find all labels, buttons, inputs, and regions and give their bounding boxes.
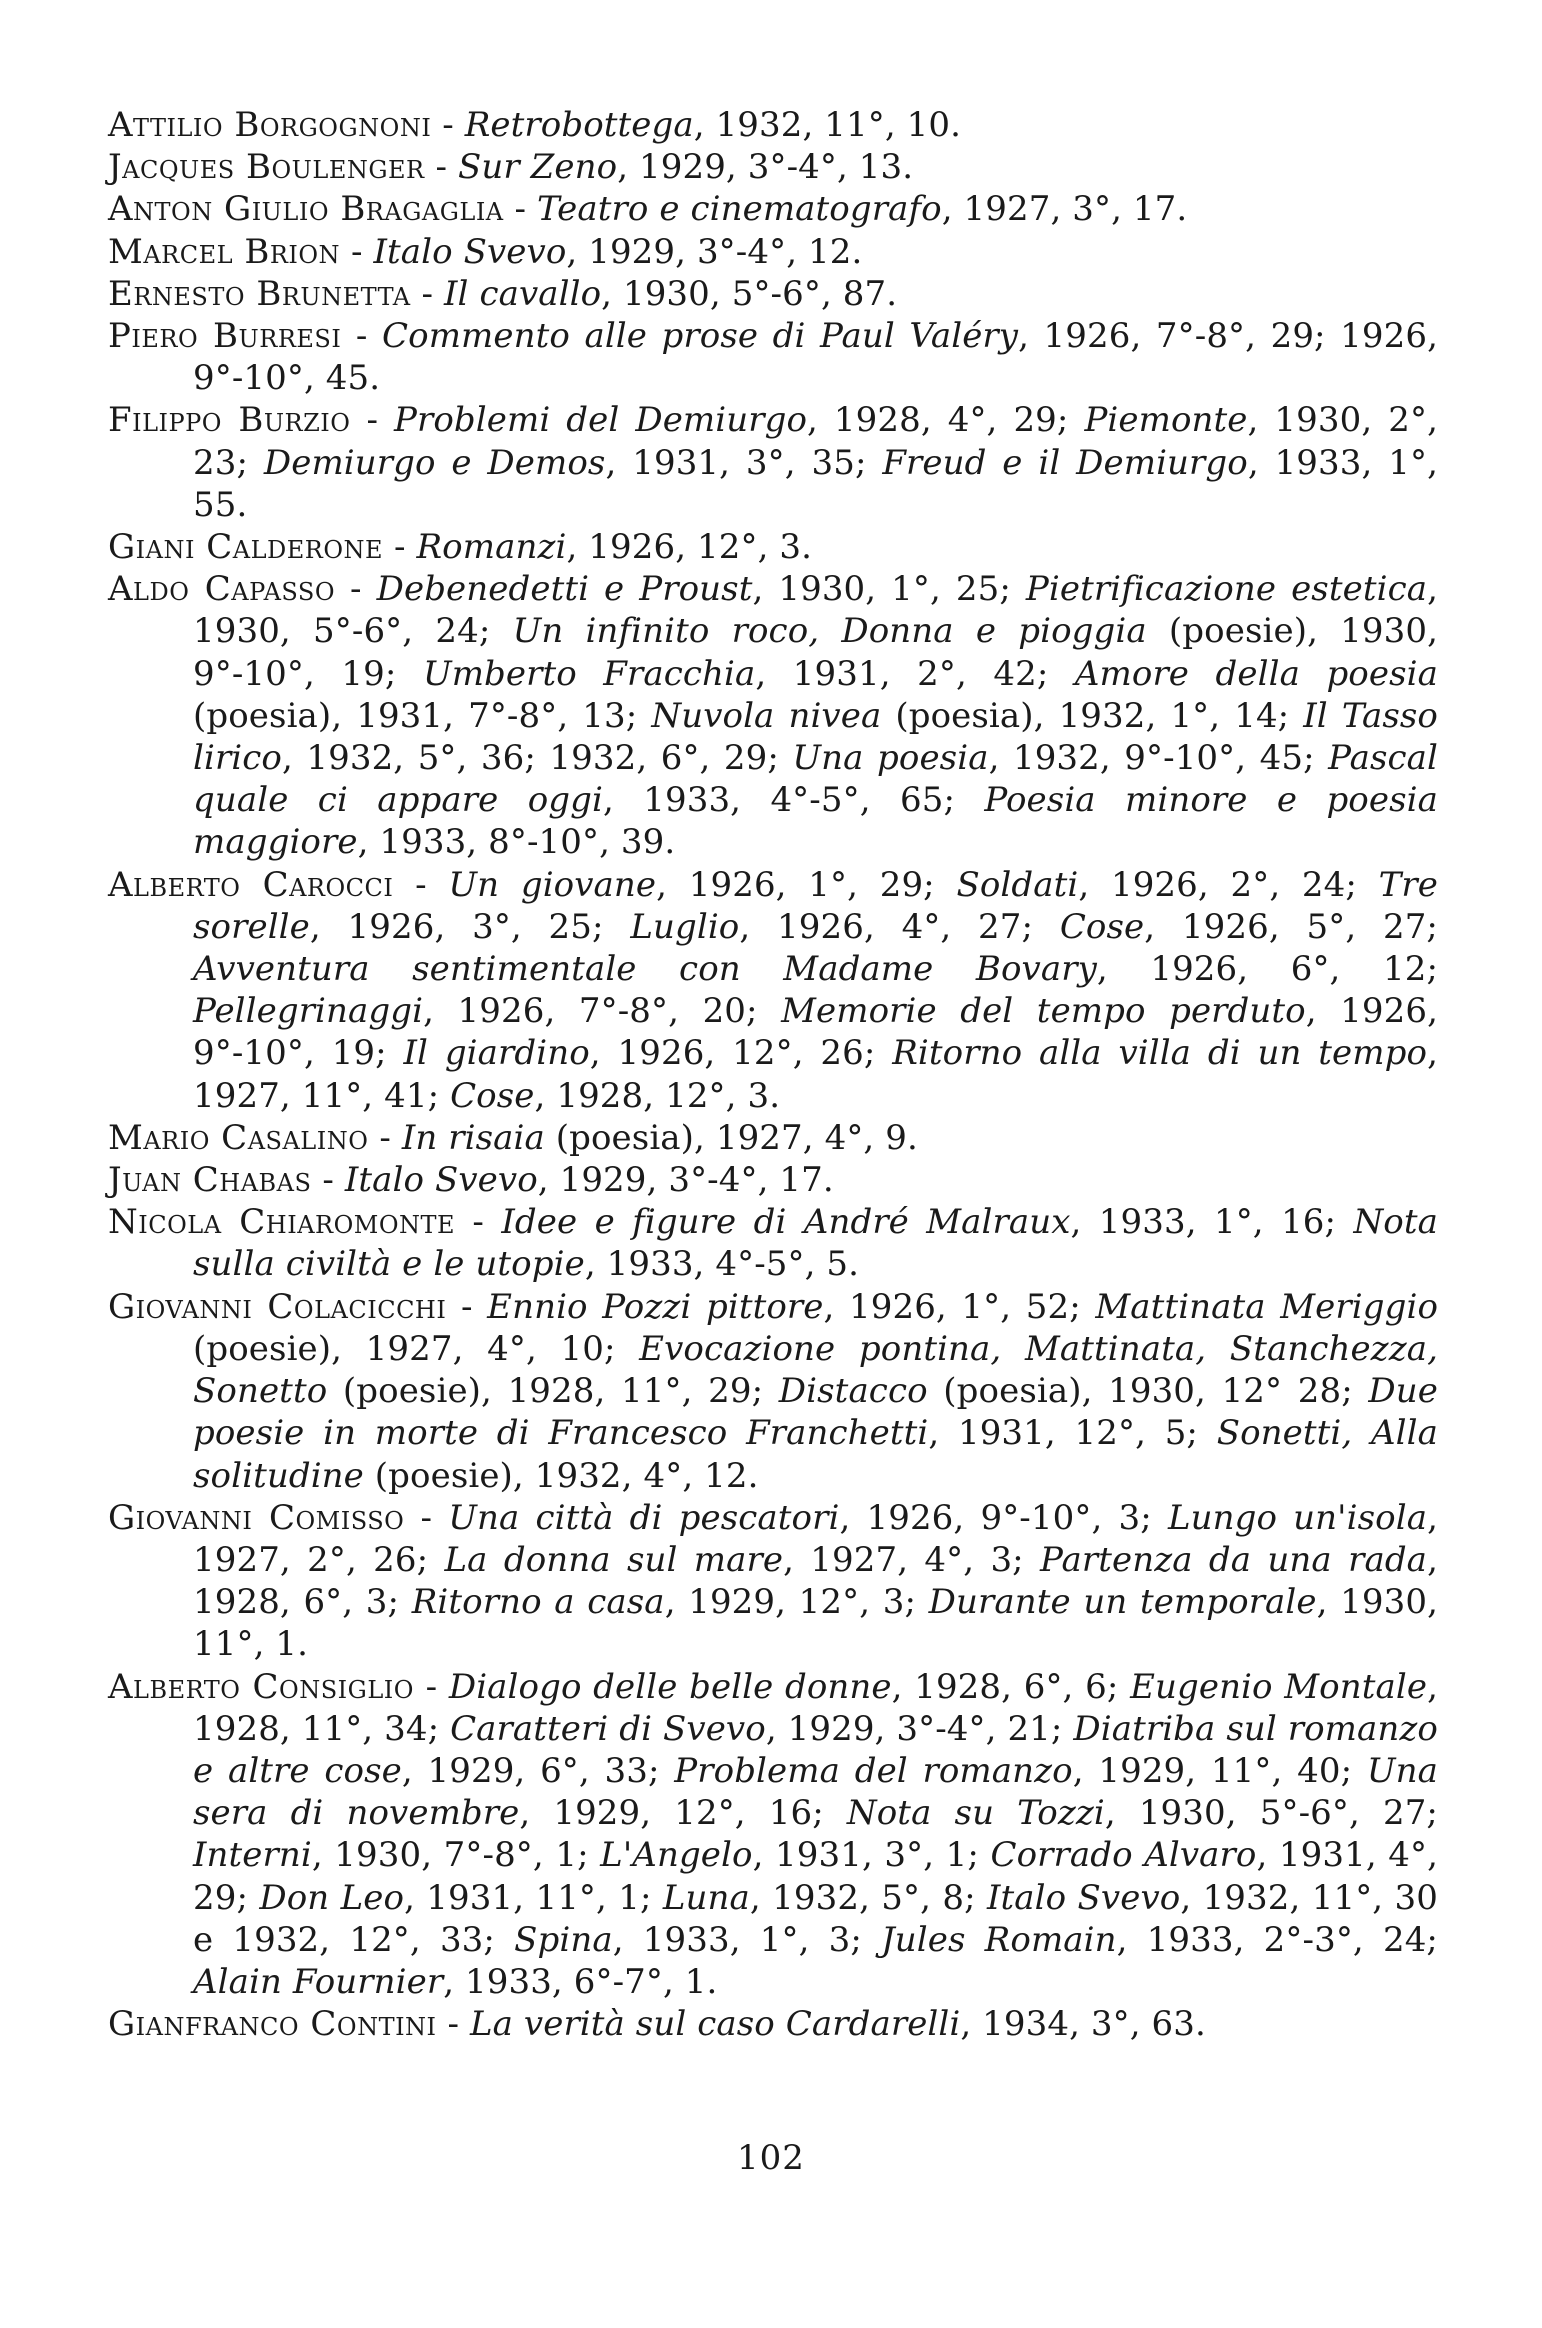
work-citation: , 1933, 4°-5°, 65; bbox=[602, 780, 985, 821]
work-citation: , 1934, 3°, 63. bbox=[960, 2004, 1206, 2045]
work-title: Un giovane bbox=[448, 864, 657, 905]
work-title: Don Leo bbox=[259, 1877, 405, 1918]
work-citation: , 1931, 3°, 1; bbox=[752, 1835, 991, 1876]
entry-separator: - bbox=[413, 1666, 449, 1707]
work-title: Dialogo delle belle donne bbox=[448, 1666, 892, 1707]
work-title: Italo Svevo bbox=[344, 1160, 538, 1201]
work-title: Ritorno alla villa di un tempo bbox=[892, 1033, 1428, 1074]
work-title: Il cavallo bbox=[444, 273, 602, 314]
work-citation: , 1930, 7°-8°, 1; bbox=[311, 1835, 601, 1876]
entry-works bbox=[193, 569, 1438, 862]
entry-works bbox=[373, 232, 862, 272]
work-title: Luglio bbox=[630, 906, 740, 947]
work-title: Una città di pescatori bbox=[448, 1497, 840, 1538]
work-title: Memorie del tempo perduto bbox=[781, 991, 1306, 1032]
work-title: Partenza da una rada bbox=[1040, 1539, 1428, 1580]
work-title: In risaia bbox=[401, 1117, 545, 1158]
work-title: Pellegrinaggi bbox=[193, 991, 424, 1032]
work-citation: , 1926, 1°, 29; bbox=[656, 864, 957, 905]
entry-author: Marcel Brion bbox=[108, 231, 341, 272]
entry-works bbox=[458, 147, 913, 187]
work-citation: , 1932, 5°, 8; bbox=[749, 1877, 987, 1918]
work-citation: , 1928, 12°, 3. bbox=[534, 1075, 781, 1116]
work-title: Commento alle prose di Paul Valéry bbox=[382, 316, 1019, 357]
work-title: Ennio Pozzi pittore bbox=[487, 1286, 824, 1327]
work-title: Evocazione pontina, Mattinata, Stanchezza, Sonetto bbox=[193, 1328, 1438, 1412]
bibliography-entry bbox=[108, 1159, 1438, 1201]
work-title: Una sera di novembre bbox=[193, 1750, 1439, 1834]
work-title: Due poesie in morte di Francesco Franchetti bbox=[193, 1371, 1439, 1454]
entry-author: Attilio Borgognoni bbox=[108, 105, 432, 145]
work-title: Pascal quale ci appare oggi bbox=[193, 738, 1438, 821]
work-title: Demiurgo e Demos bbox=[263, 442, 606, 483]
work-title: L'Angelo bbox=[600, 1835, 753, 1876]
work-title: Lungo un'isola bbox=[1167, 1497, 1428, 1538]
work-title: Soldati bbox=[956, 864, 1079, 905]
work-citation: , 1929, 3°-4°, 12. bbox=[566, 231, 863, 272]
work-citation: , 1932, 9°-10°, 45; bbox=[988, 738, 1329, 779]
work-title: Durante un temporale bbox=[928, 1582, 1317, 1623]
work-citation: , 1927, 3°, 17. bbox=[941, 189, 1188, 230]
work-title: La donna sul mare bbox=[444, 1539, 784, 1580]
work-title: Italo Svevo bbox=[373, 231, 567, 272]
entry-separator: - bbox=[350, 400, 395, 441]
work-citation: , 1926, 9°-10°, 19; bbox=[193, 991, 1438, 1074]
work-title: Cose bbox=[450, 1075, 535, 1116]
work-citation: , 1926, 6°, 12; bbox=[1096, 949, 1438, 990]
work-title: Problema del romanzo bbox=[674, 1750, 1073, 1791]
work-citation: , 1932, 5°, 36; 1932, 6°, 29; bbox=[282, 738, 793, 779]
bibliography-entry bbox=[108, 273, 1438, 315]
bibliography-entry bbox=[108, 1497, 1438, 1666]
work-title: Interni bbox=[193, 1835, 312, 1876]
entry-separator: - bbox=[455, 1202, 502, 1243]
work-citation: , 1933, 6°-7°, 1. bbox=[443, 1961, 718, 2002]
bibliography-entry bbox=[108, 1666, 1438, 2004]
entry-works bbox=[537, 189, 1187, 229]
work-citation: , 1931, 12°, 5; bbox=[928, 1413, 1217, 1454]
entry-author: Giani Calderone bbox=[108, 527, 384, 568]
work-title: Un infinito roco, Donna e pioggia bbox=[512, 611, 1147, 652]
work-citation: , 1926, 12°, 3. bbox=[566, 527, 813, 568]
entry-author: Alberto Consiglio bbox=[108, 1666, 414, 1707]
entry-author: Nicola Chiaromonte bbox=[108, 1202, 456, 1243]
work-title: Il Tasso lirico bbox=[193, 695, 1438, 779]
entry-separator: - bbox=[436, 2004, 470, 2045]
work-citation: , 1929, 12°, 16; bbox=[519, 1793, 847, 1834]
work-citation: , 1926, 3°, 25; bbox=[309, 906, 631, 947]
entry-author: Giovanni Colacicchi bbox=[108, 1286, 447, 1327]
work-title: Corrado Alvaro bbox=[990, 1835, 1257, 1876]
entry-works bbox=[345, 1160, 834, 1200]
entry-separator: - bbox=[410, 273, 445, 314]
bibliography-entry bbox=[108, 146, 1438, 188]
page-number: 102 bbox=[737, 2138, 805, 2178]
work-title: Caratteri di Svevo bbox=[450, 1708, 766, 1749]
work-title: Amore della poesia bbox=[1074, 653, 1438, 694]
entry-separator: - bbox=[311, 1160, 345, 1201]
work-title: Teatro e cinematografo bbox=[537, 189, 942, 230]
work-citation: , 1926, 1°, 52; bbox=[823, 1286, 1096, 1327]
work-citation: , 1931, 4°, 29; bbox=[193, 1835, 1438, 1918]
work-title: Debenedetti e Proust bbox=[376, 569, 753, 610]
work-title: Nota sulla civiltà e le utopie bbox=[193, 1202, 1439, 1285]
bibliography-entry bbox=[108, 315, 1438, 399]
work-citation: , 1931, 2°, 42; bbox=[755, 653, 1075, 694]
work-citation: , 1930, 2°, 23; bbox=[193, 400, 1438, 483]
entry-separator: - bbox=[393, 864, 449, 905]
work-title: Avventura sentimentale con Madame Bovary bbox=[193, 949, 1097, 990]
work-title: Pietrificazione estetica bbox=[1025, 569, 1428, 610]
work-title: Umberto Fracchia bbox=[422, 653, 756, 694]
entry-works bbox=[444, 274, 897, 314]
entry-author: Alberto Carocci bbox=[108, 864, 394, 905]
entry-works bbox=[402, 1118, 918, 1158]
bibliography-entry bbox=[108, 1201, 1438, 1285]
entry-works bbox=[470, 2004, 1206, 2044]
work-citation: , 1933, 2°-3°, 24; bbox=[1116, 1919, 1438, 1960]
work-citation: , 1928, 4°, 29; bbox=[807, 400, 1085, 441]
work-citation: , 1933, 1°, 3; bbox=[612, 1919, 882, 1960]
work-citation: , 1929, 11°, 40; bbox=[1072, 1750, 1367, 1791]
entry-author: Anton Giulio Bragaglia bbox=[108, 189, 504, 230]
work-title: Diatriba sul romanzo e altre cose bbox=[193, 1708, 1438, 1791]
work-citation: , 1933, 4°-5°, 5. bbox=[584, 1244, 860, 1285]
work-citation: (poesia), 1930, 12° 28; bbox=[927, 1371, 1369, 1412]
entry-author: Giovanni Comisso bbox=[108, 1497, 405, 1538]
work-citation: , 1926, 4°, 27; bbox=[739, 906, 1060, 947]
work-title: Italo Svevo bbox=[987, 1877, 1181, 1918]
entry-separator: - bbox=[368, 1117, 402, 1158]
work-citation: , 1929, 12°, 3; bbox=[664, 1582, 929, 1623]
work-citation: , 1926, 12°, 26; bbox=[589, 1033, 893, 1074]
work-title: Romanzi bbox=[416, 527, 567, 568]
work-citation: (poesie), 1928, 11°, 29; bbox=[327, 1371, 779, 1412]
work-citation: , 1933, 1°, 55. bbox=[193, 442, 1438, 525]
work-citation: , 1928, 6°, 6; bbox=[891, 1666, 1131, 1707]
bibliography-entry bbox=[108, 568, 1438, 863]
entry-separator: - bbox=[424, 147, 459, 188]
work-title: Una poesia bbox=[792, 738, 989, 779]
work-citation: , 1926, 7°-8°, 29; 1926, 9°-10°, 45. bbox=[193, 316, 1438, 399]
work-title: Spina bbox=[514, 1919, 613, 1960]
work-citation: , 1929, 3°-4°, 13. bbox=[617, 147, 914, 188]
work-citation: , 1929, 3°-4°, 17. bbox=[537, 1160, 834, 1201]
work-citation: , 1926, 2°, 24; bbox=[1078, 864, 1379, 905]
work-citation: , 1926, 7°-8°, 20; bbox=[423, 991, 782, 1032]
work-title: Mattinata Meriggio bbox=[1095, 1286, 1439, 1327]
work-title: Tre sorelle bbox=[193, 864, 1439, 947]
work-citation: , 1927, 2°, 26; bbox=[193, 1497, 1438, 1580]
entry-separator: - bbox=[431, 105, 465, 145]
work-title: Distacco bbox=[778, 1371, 928, 1412]
bibliography-entry bbox=[108, 526, 1438, 568]
work-citation: , 1928, 6°, 3; bbox=[193, 1539, 1438, 1623]
bibliography-entry bbox=[108, 188, 1438, 230]
bibliography-entry bbox=[108, 2003, 1438, 2045]
work-title: Alain Fournier bbox=[193, 1961, 444, 2002]
work-citation: (poesie), 1930, 9°-10°, 19; bbox=[193, 611, 1438, 694]
work-title: Problemi del Demiurgo bbox=[394, 400, 808, 441]
work-citation: (poesie), 1932, 4°, 12. bbox=[363, 1455, 759, 1496]
work-citation: , 1930, 1°, 25; bbox=[752, 569, 1026, 610]
author-index-list bbox=[108, 104, 1438, 2045]
entry-author: Mario Casalino bbox=[108, 1117, 369, 1158]
entry-separator: - bbox=[341, 316, 383, 357]
work-citation: , 1926, 5°, 27; bbox=[1144, 906, 1438, 947]
work-title: Jules Romain bbox=[881, 1919, 1117, 1960]
entry-author: Piero Burresi bbox=[108, 316, 342, 357]
work-citation: (poesia), 1931, 7°-8°, 13; bbox=[193, 695, 652, 736]
entry-separator: - bbox=[404, 1497, 449, 1538]
work-citation: , 1933, 8°-10°, 39. bbox=[357, 822, 676, 863]
work-title: Ritorno a casa bbox=[411, 1582, 665, 1623]
work-citation: , 1930, 5°-6°, 87. bbox=[601, 273, 898, 314]
work-title: Freud e il Demiurgo bbox=[882, 442, 1248, 483]
entry-works bbox=[193, 1667, 1438, 2002]
entry-author: Ernesto Brunetta bbox=[108, 273, 411, 314]
entry-author: Jacques Boulenger bbox=[108, 147, 425, 188]
bibliography-entry bbox=[108, 231, 1438, 273]
work-title: Cose bbox=[1059, 906, 1145, 947]
entry-works bbox=[465, 105, 961, 145]
work-citation: , 1931, 3°, 35; bbox=[605, 442, 883, 483]
work-citation: , 1927, 4°, 3; bbox=[783, 1539, 1041, 1580]
entry-separator: - bbox=[340, 231, 374, 272]
entry-author: Aldo Capasso bbox=[108, 569, 336, 610]
work-title: Sonetti, Alla solitudine bbox=[193, 1413, 1438, 1496]
work-title: Sur Zeno bbox=[458, 147, 618, 188]
entry-separator: - bbox=[446, 1286, 488, 1327]
work-title: Luna bbox=[662, 1877, 750, 1918]
entry-author: Juan Chabas bbox=[108, 1160, 312, 1201]
work-citation: , 1928, 11°, 34; bbox=[193, 1666, 1438, 1749]
work-citation: , 1926, 9°-10°, 3; bbox=[839, 1497, 1168, 1538]
work-citation: , 1933, 1°, 16; bbox=[1070, 1202, 1354, 1243]
work-citation: , 1932, 11°, 30 e 1932, 12°, 33; bbox=[193, 1877, 1438, 1960]
entry-works bbox=[416, 527, 812, 567]
bibliography-entry bbox=[108, 864, 1438, 1117]
work-title: Il giardino bbox=[403, 1033, 590, 1074]
entry-author: Gianfranco Contini bbox=[108, 2004, 437, 2045]
bibliography-entry bbox=[108, 104, 1438, 146]
work-title: Idee e figure di André Malraux bbox=[501, 1202, 1071, 1243]
work-citation: , 1929, 3°-4°, 21; bbox=[765, 1708, 1074, 1749]
work-citation: , 1930, 5°-6°, 27; bbox=[1104, 1793, 1438, 1834]
work-title: Nuvola nivea bbox=[651, 695, 882, 736]
work-title: Retrobottega bbox=[464, 105, 694, 145]
work-citation: , 1930, 5°-6°, 24; bbox=[193, 569, 1439, 652]
work-citation: , 1927, 11°, 41; bbox=[193, 1033, 1438, 1116]
work-citation: (poesie), 1927, 4°, 10; bbox=[193, 1328, 640, 1369]
work-citation: , 1931, 11°, 1; bbox=[404, 1877, 663, 1918]
work-citation: , 1929, 6°, 33; bbox=[401, 1750, 675, 1791]
work-citation: , 1930, 11°, 1. bbox=[193, 1582, 1438, 1665]
work-title: Poesia minore e poesia maggiore bbox=[193, 780, 1438, 863]
work-title: Piemonte bbox=[1084, 400, 1248, 441]
work-title: Eugenio Montale bbox=[1130, 1666, 1428, 1707]
entry-separator: - bbox=[383, 527, 417, 568]
work-citation: (poesia), 1932, 1°, 14; bbox=[881, 695, 1304, 736]
bibliography-entry bbox=[108, 1117, 1438, 1159]
entry-separator: - bbox=[335, 569, 377, 610]
work-title: La verità sul caso Cardarelli bbox=[469, 2004, 961, 2045]
work-citation: (poesia), 1927, 4°, 9. bbox=[544, 1117, 918, 1158]
bibliography-entry bbox=[108, 1286, 1438, 1497]
work-citation: , 1932, 11°, 10. bbox=[693, 105, 962, 145]
entry-author: Filippo Burzio bbox=[108, 400, 351, 441]
entry-separator: - bbox=[503, 189, 538, 230]
work-title: Nota su Tozzi bbox=[846, 1793, 1105, 1834]
bibliography-entry bbox=[108, 399, 1438, 526]
